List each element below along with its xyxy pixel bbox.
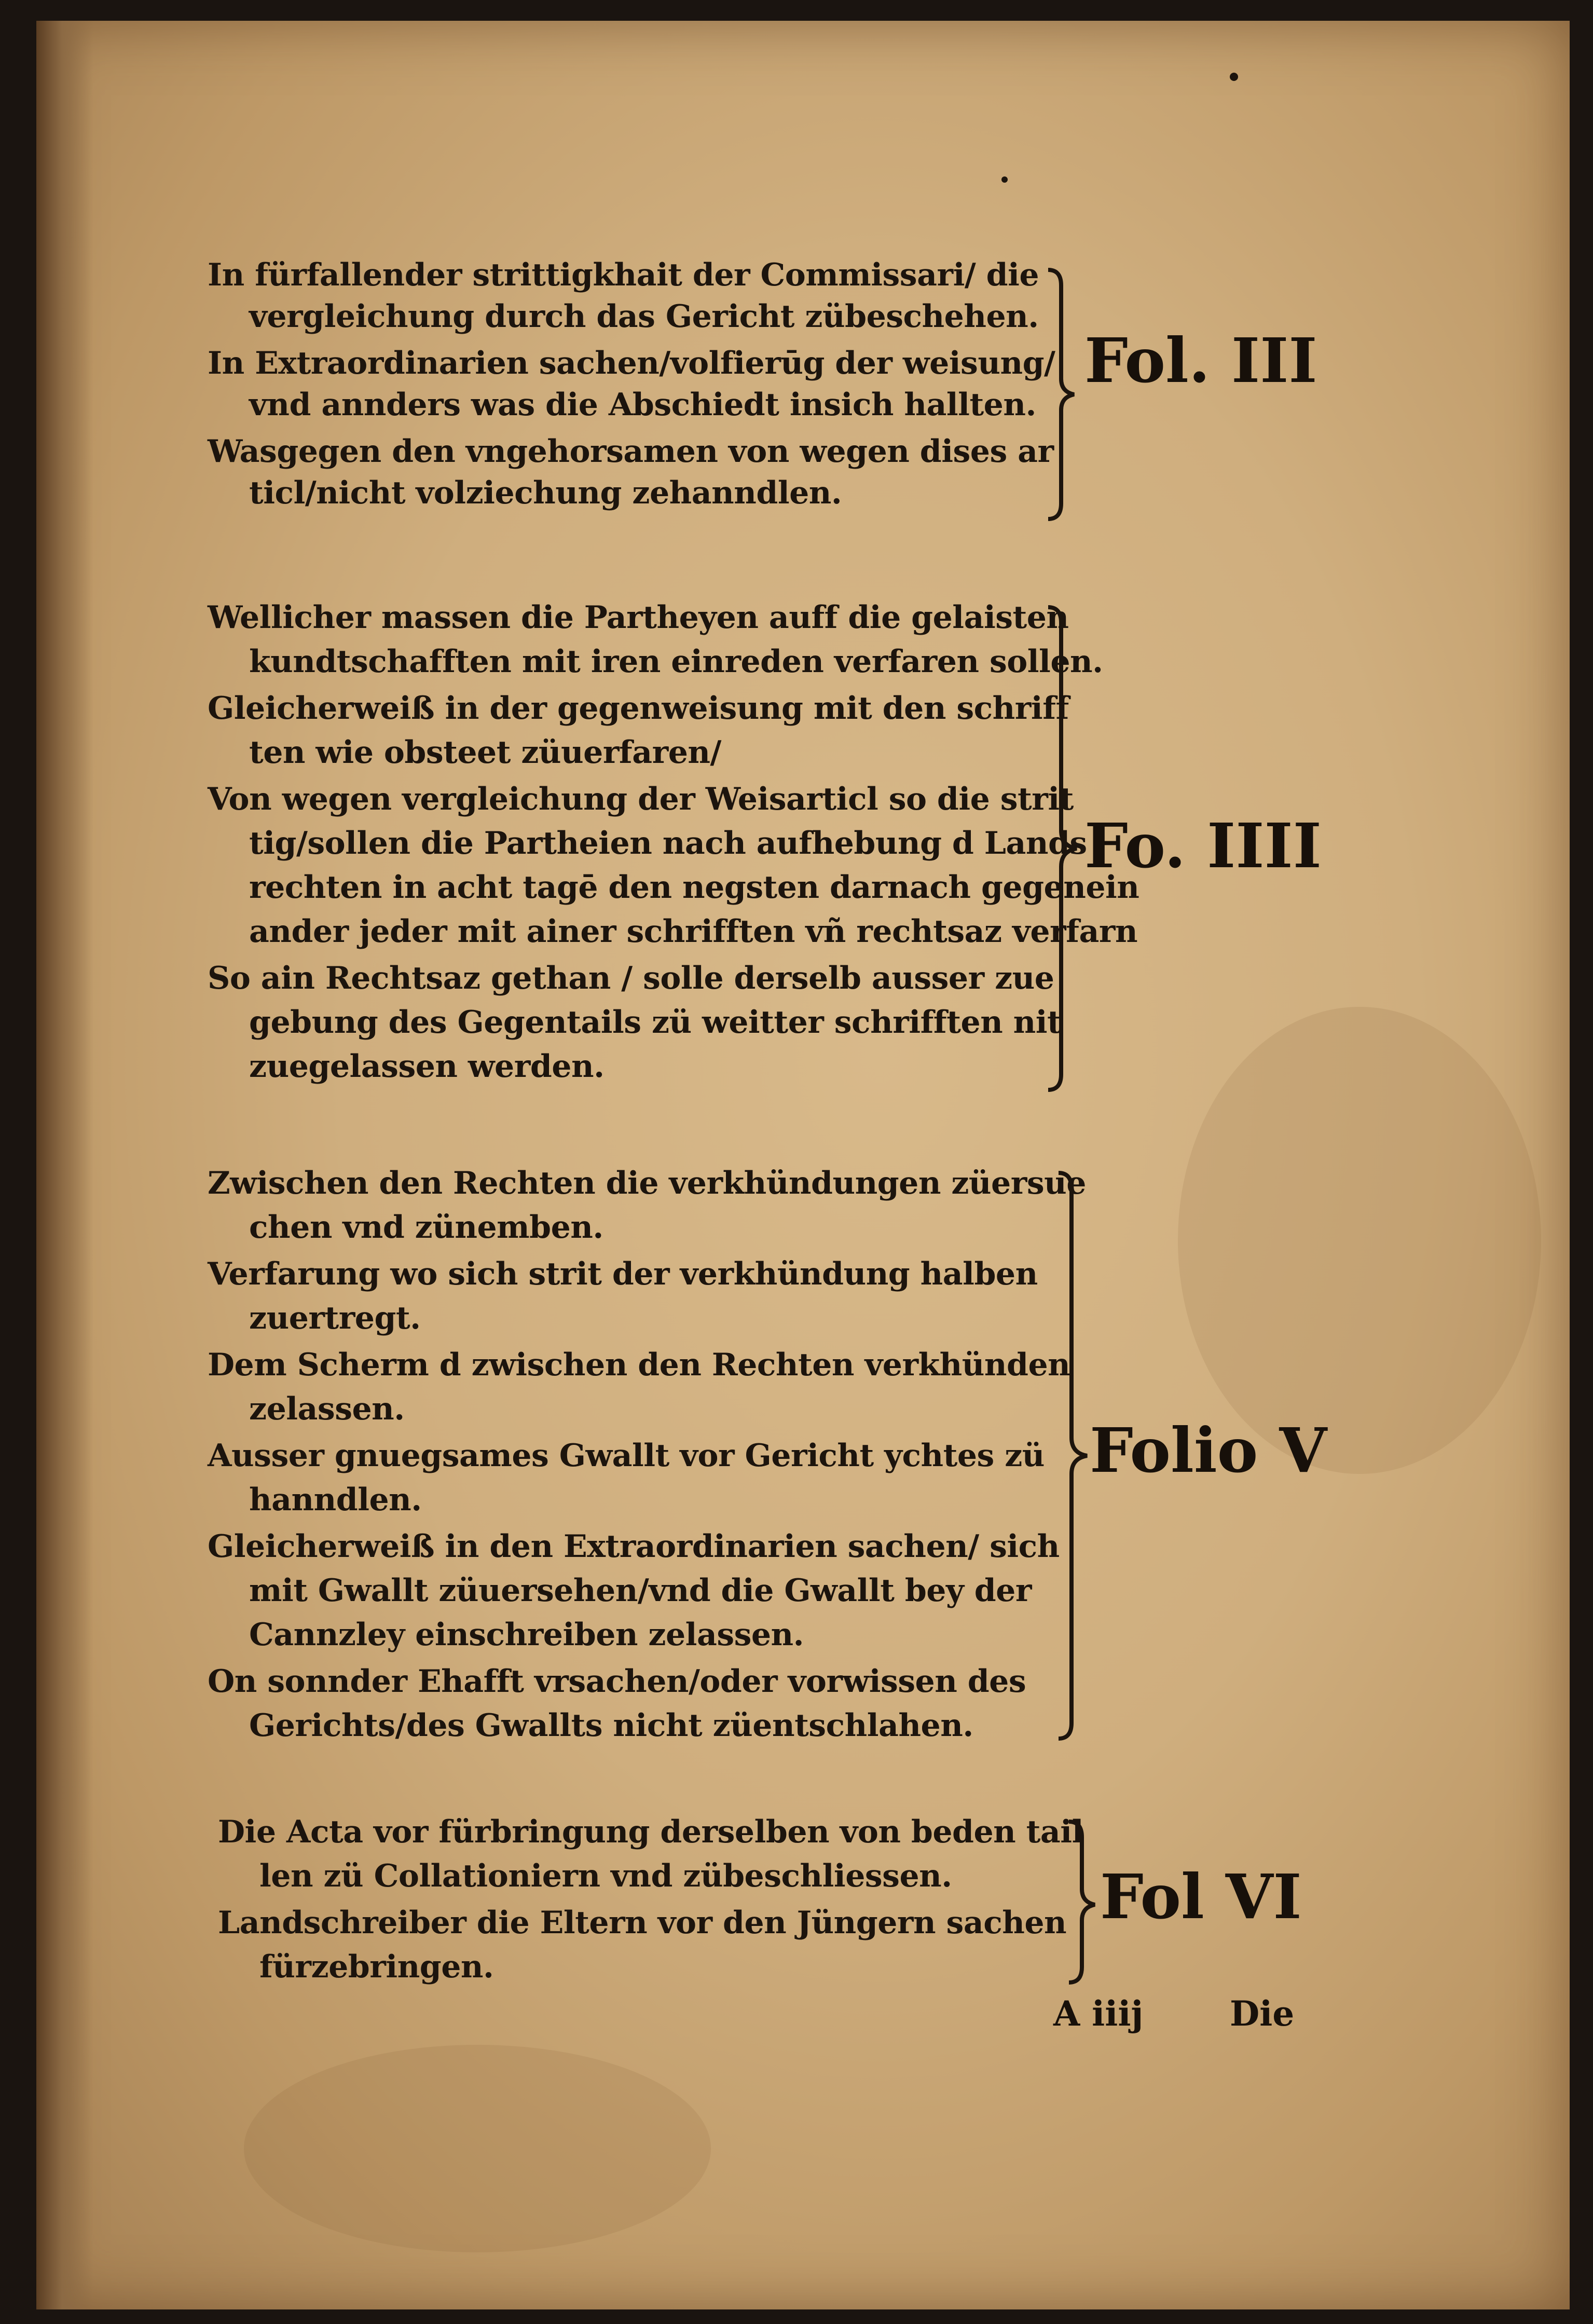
- toc-line: zelassen.: [249, 1391, 405, 1427]
- toc-line: vnd annders was die Abschiedt insich hallten.: [249, 387, 1036, 423]
- toc-line: Von wegen vergleichung der Weisarticl so die strit: [208, 781, 1074, 817]
- toc-line: ander jeder mit ainer schrifften vñ rechtsaz verfarn: [249, 913, 1138, 950]
- toc-line: Wasgegen den vngehorsamen von wegen dises ar: [208, 433, 1054, 470]
- folio-reference: Fol. III: [1084, 324, 1317, 397]
- toc-line: Zwischen den Rechten die verkhündungen züersue: [208, 1165, 1086, 1201]
- toc-line: Gerichts/des Gwallts nicht züentschlahen.: [249, 1707, 973, 1744]
- folio-reference: Folio V: [1090, 1414, 1327, 1486]
- toc-line: Wellicher massen die Partheyen auff die gelaisten: [208, 599, 1069, 636]
- toc-line: Gleicherweiß in der gegenweisung mit den schriff: [208, 690, 1069, 727]
- folio-reference: Fo. IIII: [1084, 810, 1322, 882]
- toc-line: Dem Scherm d zwischen den Rechten verkhünden: [208, 1347, 1070, 1383]
- toc-line: len zü Collationiern vnd zübeschliessen.: [259, 1858, 952, 1894]
- toc-line: Cannzley einschreiben zelassen.: [249, 1617, 804, 1653]
- toc-line: rechten in acht tagē den negsten darnach gegenein: [249, 869, 1139, 906]
- toc-line: kundtschafften mit iren einreden verfaren sollen.: [249, 644, 1103, 680]
- ink-spot: [1230, 73, 1238, 81]
- toc-line: ticl/nicht volziechung zehanndlen.: [249, 475, 842, 511]
- toc-line: ten wie obsteet züuerfaren/: [249, 734, 721, 771]
- toc-line: vergleichung durch das Gericht zübeschehen.: [249, 298, 1039, 335]
- toc-line: mit Gwallt züuersehen/vnd die Gwallt bey der: [249, 1573, 1032, 1609]
- toc-line: fürzebringen.: [259, 1949, 494, 1985]
- paper-stain: [244, 2045, 711, 2252]
- toc-line: Landschreiber die Eltern vor den Jüngern sachen: [218, 1905, 1067, 1941]
- toc-line: Ausser gnuegsames Gwallt vor Gericht ychtes zü: [208, 1438, 1045, 1474]
- toc-line: tig/sollen die Partheien nach aufhebung d Lands: [249, 825, 1087, 862]
- toc-line: In Extraordinarien sachen/volfierūg der weisung/: [208, 345, 1055, 381]
- toc-line: zuegelassen werden.: [249, 1048, 605, 1085]
- toc-line: On sonnder Ehafft vrsachen/oder vorwissen des: [208, 1663, 1026, 1700]
- toc-line: Die Acta vor fürbringung derselben von beden tail: [218, 1814, 1083, 1850]
- signature-mark: A iiij: [1053, 1993, 1144, 2034]
- ink-spot: [1001, 176, 1008, 183]
- toc-line: Verfarung wo sich strit der verkhündung halben: [208, 1256, 1038, 1292]
- toc-line: So ain Rechtsaz gethan / solle derselb ausser zue: [208, 960, 1054, 996]
- toc-line: chen vnd zünemben.: [249, 1209, 603, 1246]
- folio-reference: Fol VI: [1100, 1861, 1302, 1933]
- toc-line: zuertregt.: [249, 1300, 421, 1336]
- brace-icon: [1038, 265, 1090, 524]
- paper-stain: [1178, 1007, 1541, 1474]
- toc-line: gebung des Gegentails zü weitter schrifften nit: [249, 1004, 1062, 1041]
- catchword: Die: [1230, 1993, 1295, 2034]
- toc-line: hanndlen.: [249, 1482, 422, 1518]
- toc-line: Gleicherweiß in den Extraordinarien sachen/ sich: [208, 1528, 1060, 1565]
- book-page: [36, 21, 1570, 2309]
- toc-line: In fürfallender strittigkhait der Commissari/ die: [208, 257, 1039, 293]
- page-gutter: [36, 21, 93, 2309]
